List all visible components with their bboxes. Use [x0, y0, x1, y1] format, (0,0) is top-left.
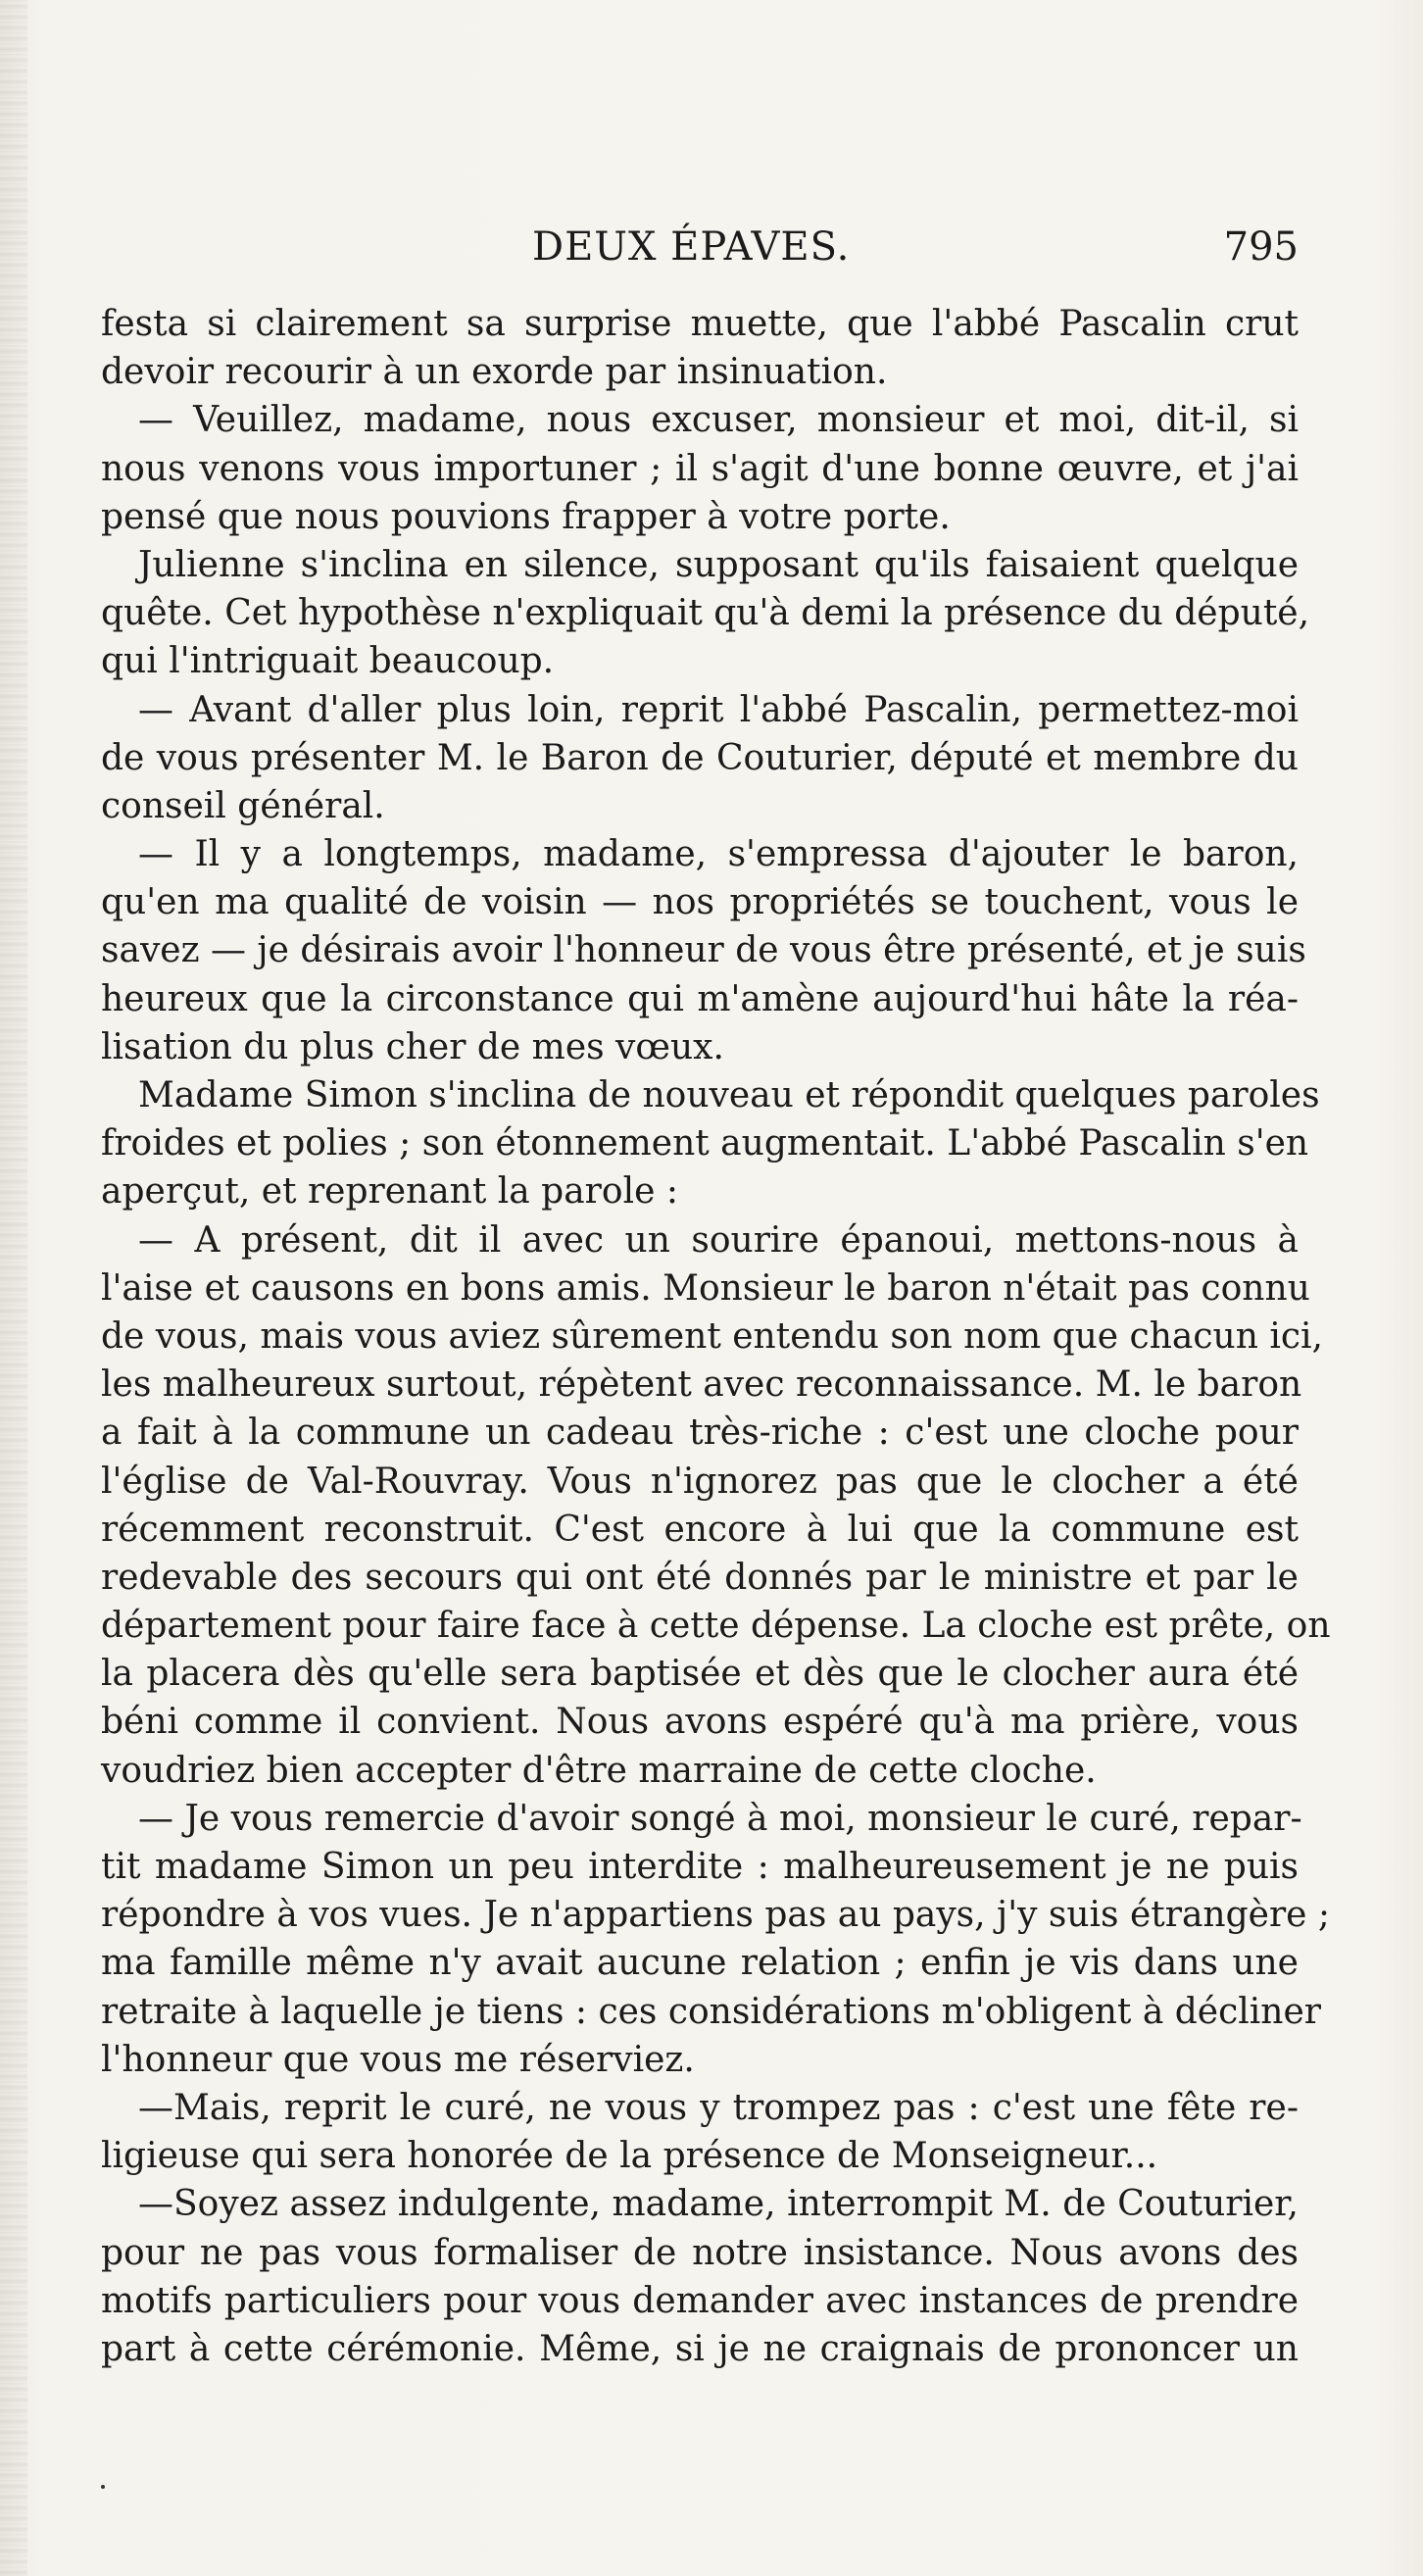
text-line: l'église de Val-Rouvray. Vous n'ignorez pas que le clocher a été — [101, 1461, 1299, 1502]
page-header — [101, 218, 1299, 276]
paragraph — [101, 1795, 1331, 2084]
paragraph — [101, 830, 1306, 1071]
text-line: festa si clairement sa surprise muette, que l'abbé Pascalin crut — [101, 304, 1299, 344]
text-line: heureux que la circonstance qui m'amène aujourd'hui hâte la réa- — [101, 978, 1299, 1019]
text-line: — A présent, dit il avec un sourire épanoui, mettons-nous à — [138, 1219, 1299, 1261]
text-line: Julienne s'inclina en silence, supposant qu'ils faisaient quelque — [138, 544, 1299, 585]
text-line: de vous présenter M. le Baron de Couturier, député et membre du — [101, 737, 1299, 778]
text-line: béni comme il convient. Nous avons espéré qu'à ma prière, vous — [101, 1702, 1299, 1743]
body-text — [101, 300, 1331, 2373]
text-line: nous venons vous importuner ; il s'agit d'une bonne œuvre, et j'ai — [101, 448, 1299, 489]
paragraph — [101, 396, 1299, 541]
text-line: ma famille même n'y avait aucune relation ; enfin je vis dans une — [101, 1943, 1299, 1984]
text-line: motifs particuliers pour vous demander avec instances de prendre — [101, 2280, 1299, 2321]
text-line: les malheureux surtout, répètent avec reconnaissance. M. le baron — [101, 1364, 1302, 1406]
text-line: conseil général. — [101, 785, 385, 826]
text-line: l'honneur que vous me réserviez. — [101, 2039, 695, 2080]
text-line: — Veuillez, madame, nous excuser, monsieur et moi, dit-il, si — [138, 400, 1299, 441]
text-line: froides et polies ; son étonnement augmentait. L'abbé Pascalin s'en — [101, 1123, 1309, 1164]
text-line: Madame Simon s'inclina de nouveau et répondit quelques paroles — [138, 1075, 1320, 1115]
paragraph — [101, 686, 1299, 831]
text-line: pour ne pas vous formaliser de notre insistance. Nous avons des — [101, 2232, 1299, 2273]
page-number: 795 — [1223, 224, 1299, 270]
text-line: part à cette cérémonie. Même, si je ne craignais de prononcer un — [101, 2328, 1299, 2369]
text-line: lisation du plus cher de mes vœux. — [101, 1026, 724, 1067]
text-line: la placera dès qu'elle sera baptisée et dès que le clocher aura été — [101, 1654, 1299, 1695]
paragraph — [101, 2084, 1299, 2180]
paragraph — [101, 1216, 1331, 1795]
text-line: quête. Cet hypothèse n'expliquait qu'à demi la présence du député, — [101, 593, 1310, 634]
page-edge-shadow — [0, 0, 27, 2576]
text-line: de vous, mais vous aviez sûrement entendu son nom que chacun ici, — [101, 1315, 1323, 1357]
running-title: DEUX ÉPAVES. — [532, 224, 851, 270]
text-line: retraite à laquelle je tiens : ces considérations m'obligent à décliner — [101, 1991, 1321, 2032]
paragraph — [101, 300, 1299, 396]
text-line: — Je vous remercie d'avoir songé à moi, monsieur le curé, repar- — [138, 1798, 1302, 1839]
text-line: répondre à vos vues. Je n'appartiens pas au pays, j'y suis étrangère ; — [101, 1895, 1331, 1936]
text-line: — Il y a longtemps, madame, s'empressa d'ajouter le baron, — [138, 834, 1299, 875]
text-line: qu'en ma qualité de voisin — nos propriétés se touchent, vous le — [101, 882, 1299, 923]
text-line: savez — je désirais avoir l'honneur de vous être présenté, et je suis — [101, 930, 1306, 971]
text-line: redevable des secours qui ont été donnés par le ministre et par le — [101, 1557, 1299, 1598]
text-line: qui l'intriguait beaucoup. — [101, 641, 555, 682]
text-line: récemment reconstruit. C'est encore à lui que la commune est — [101, 1509, 1299, 1550]
text-line: département pour faire face à cette dépense. La cloche est prête, on — [101, 1606, 1331, 1647]
paragraph — [101, 2180, 1299, 2373]
text-line: voudriez bien accepter d'être marraine de cette cloche. — [101, 1750, 1097, 1791]
text-line: tit madame Simon un peu interdite : malheureusement je ne puis — [101, 1847, 1299, 1887]
text-line: — Avant d'aller plus loin, reprit l'abbé Pascalin, permettez-moi — [138, 689, 1299, 730]
text-line: pensé que nous pouvions frapper à votre porte. — [101, 496, 951, 537]
paragraph — [101, 541, 1310, 686]
ink-speck — [101, 2485, 105, 2489]
text-line: l'aise et causons en bons amis. Monsieur le baron n'était pas connu — [101, 1267, 1310, 1309]
text-line: —Mais, reprit le curé, ne vous y trompez pas : c'est une fête re- — [138, 2087, 1299, 2128]
text-line: aperçut, et reprenant la parole : — [101, 1171, 678, 1213]
text-line: devoir recourir à un exorde par insinuation. — [101, 352, 888, 393]
text-line: a fait à la commune un cadeau très-riche : c'est une cloche pour — [101, 1412, 1299, 1454]
text-line: —Soyez assez indulgente, madame, interrompit M. de Couturier, — [138, 2184, 1299, 2225]
text-line: ligieuse qui sera honorée de la présence de Monseigneur... — [101, 2136, 1158, 2177]
paragraph — [101, 1071, 1320, 1216]
